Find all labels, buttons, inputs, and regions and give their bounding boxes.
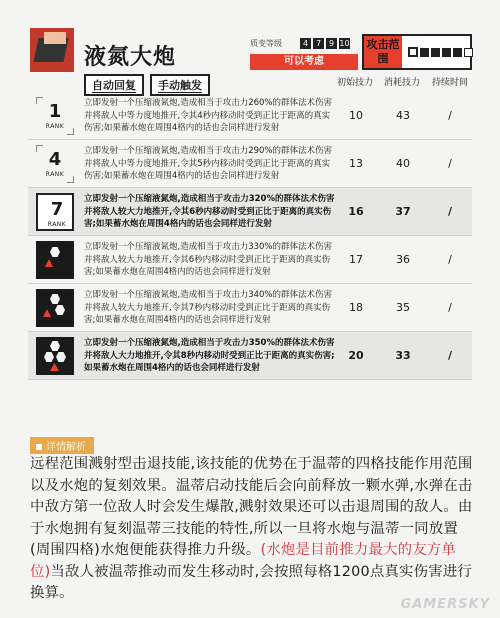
attack-range-label: 攻击范围 [364, 36, 402, 68]
attack-range-grid-icon [408, 47, 473, 57]
rank-description: 立即发射一个压缩液氮炮,造成相当于攻击力260%的群体法术伤害并将敌人中等力度地推开,令其4秒内移动时受到正比于距离的真实伤害;如果蓄水炮在周围4格内的话也会同样进行发射 [84, 98, 333, 133]
initial-sp: 10 [349, 109, 363, 122]
sp-cost: 33 [395, 349, 411, 362]
upgrade-level: 4 [300, 38, 311, 49]
square-icon [36, 444, 42, 450]
duration: / [448, 301, 452, 314]
upgrade-level: 7 [313, 38, 324, 49]
col-initial-sp: 初始技力 [337, 78, 374, 88]
rank-description: 立即发射一个压缩液氮炮,造成相当于攻击力340%的群体法术伤害并将敌人较大力地推开,令其7秒内移动时受到正比于距离的真实伤害;如果蓄水炮在周围4格内的话也会同样进行发射 [84, 290, 333, 325]
analysis-tag: 详情解析 [30, 437, 94, 454]
rank-4-icon: 4 RANK [36, 145, 74, 183]
analysis-text: 远程范围溅射型击退技能,该技能的优势在于温蒂的四格技能作用范围以及水炮的复刻效果。温蒂启动技能后会向前释放一颗水弹,水弹在击中敌方第一位敌人时会发生爆散,溅射效果还可以击退周围的敌人。由于水炮拥有复刻温蒂三技能的特性,所以一旦将水炮与温蒂一同放置(周围四格)水炮便能获得推力升级。(水炮是目前推力最大的友方单位)当敌人被温蒂推动而发生移动时,会按照每格1200点真实伤害进行换算。 [30, 456, 473, 601]
rank-row [28, 332, 472, 380]
initial-sp: 17 [349, 253, 363, 266]
attack-range-box [362, 34, 472, 70]
upgrade-levels-box [250, 38, 358, 70]
skill-name: 液氮大炮 [84, 45, 177, 70]
mastery-2-icon [36, 289, 74, 327]
initial-sp: 18 [349, 301, 363, 314]
rank-7-icon: 7 RANK [36, 193, 74, 231]
duration: / [448, 109, 452, 122]
rank-description: 立即发射一个压缩液氮炮,造成相当于攻击力320%的群体法术伤害并将敌人较大力地推开,令其6秒内移动时受到正比于距离的真实伤害;如果蓄水炮在周围4格内的话也会同样进行发射 [84, 194, 335, 229]
mastery-3-icon [36, 337, 74, 375]
duration: / [447, 349, 453, 362]
upgrade-label: 质变等级 [250, 39, 282, 48]
duration: / [447, 205, 453, 218]
initial-sp: 13 [349, 157, 363, 170]
rank-description: 立即发射一个压缩液氮炮,造成相当于攻击力330%的群体法术伤害并将敌人较大力地推开,令其6秒内移动时受到正比于距离的真实伤害;如果蓄水炮在周围4格内的话也会同样进行发射 [84, 242, 333, 277]
rank-row [28, 92, 472, 140]
rank-table [28, 92, 472, 380]
initial-sp: 16 [348, 205, 364, 218]
analysis-highlight: (水炮是目前推力最大的友方单位) [30, 542, 456, 580]
rank-description: 立即发射一个压缩液氮炮,造成相当于攻击力350%的群体法术伤害并将敌人大力地推开,令其8秒内移动时受到正比于距离的真实伤害;如果蓄水炮在周围4格内的话也会同样进行发射 [84, 338, 335, 373]
sp-cost: 36 [396, 253, 410, 266]
sp-cost: 43 [396, 109, 410, 122]
upgrade-level: 10 [339, 39, 350, 48]
rank-1-icon: 1 RANK [36, 97, 74, 135]
duration: / [448, 157, 452, 170]
duration: / [448, 253, 452, 266]
upgrade-level-list [300, 38, 350, 49]
sp-cost: 40 [396, 157, 410, 170]
rank-row [28, 236, 472, 284]
watermark: GAMERSKY [400, 597, 490, 612]
upgrade-level: 9 [326, 38, 337, 49]
initial-sp: 20 [348, 349, 364, 362]
skill-icon [30, 28, 74, 72]
rank-description: 立即发射一个压缩液氮炮,造成相当于攻击力290%的群体法术伤害并将敌人中等力度地推开,令其5秒内移动时受到正比于距离的真实伤害;如果蓄水炮在周围4格内的话也会同样进行发射 [84, 146, 333, 181]
tag-manual-trigger: 手动触发 [150, 74, 210, 96]
sp-cost: 35 [396, 301, 410, 314]
col-duration: 持续时间 [432, 78, 469, 88]
rank-row [28, 284, 472, 332]
rank-row [28, 140, 472, 188]
tag-auto-recovery: 自动回复 [84, 74, 144, 96]
upgrade-note: 可以考虑 [250, 54, 358, 70]
sp-cost: 37 [395, 205, 411, 218]
col-sp-cost: 消耗技力 [384, 78, 421, 88]
mastery-1-icon [36, 241, 74, 279]
rank-row [28, 188, 472, 236]
